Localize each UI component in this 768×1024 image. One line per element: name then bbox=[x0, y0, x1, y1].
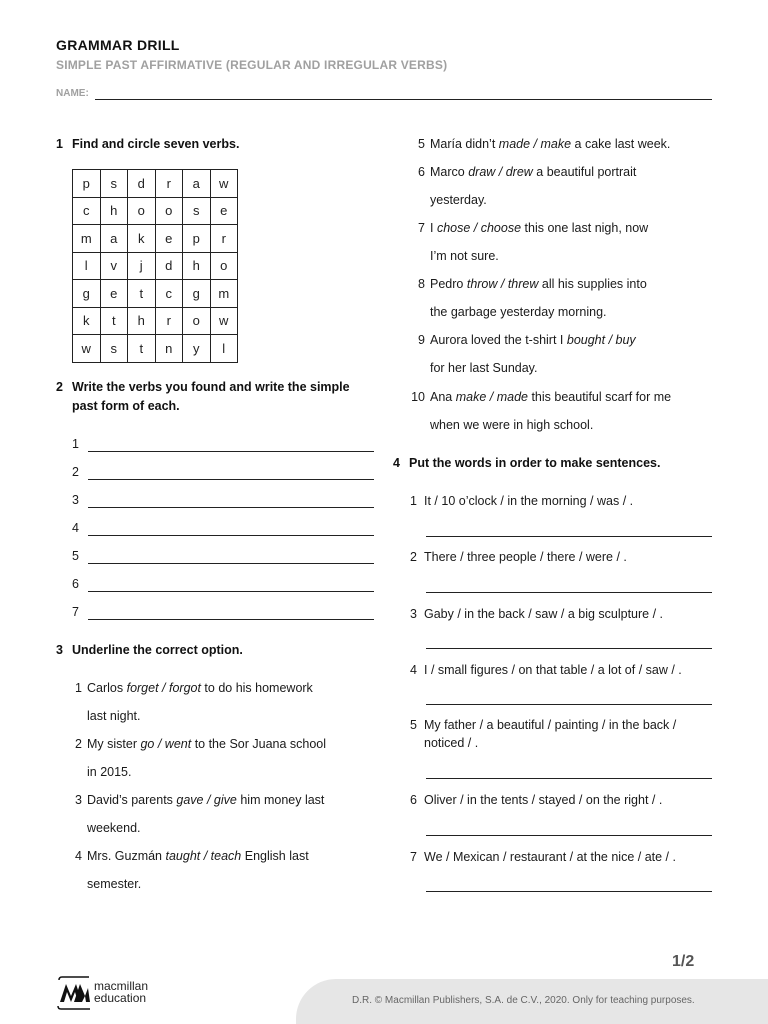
answer-line-number: 2 bbox=[72, 465, 79, 479]
grid-cell[interactable]: g bbox=[183, 280, 211, 308]
scrambled-words: Gaby / in the back / saw / a big sculpture / . bbox=[424, 607, 664, 621]
logo-text-line-2: education bbox=[94, 991, 147, 1005]
sentence-start: Carlos bbox=[87, 681, 127, 695]
grid-cell[interactable]: r bbox=[155, 307, 183, 335]
scrambled-words: There / three people / there / were / . bbox=[424, 550, 627, 564]
grid-cell[interactable]: t bbox=[128, 335, 156, 363]
sentence-end: English last bbox=[241, 849, 309, 863]
grid-cell[interactable]: l bbox=[210, 335, 238, 363]
item-continuation: for her last Sunday. bbox=[430, 361, 538, 375]
sentence-end: him money last bbox=[236, 793, 325, 807]
sentence-start: María didn’t bbox=[430, 137, 499, 151]
logo-text-line-1: macmillan bbox=[94, 979, 149, 993]
grid-cell[interactable]: h bbox=[100, 197, 128, 225]
answer-line[interactable] bbox=[88, 591, 374, 592]
answer-line[interactable] bbox=[88, 619, 374, 620]
option-choices[interactable]: made / make bbox=[498, 137, 572, 151]
item-number: 6 bbox=[418, 165, 425, 179]
answer-line[interactable] bbox=[88, 507, 374, 508]
grid-row bbox=[73, 170, 238, 198]
grid-cell[interactable]: k bbox=[73, 307, 101, 335]
item-number: 10 bbox=[411, 390, 425, 404]
sentence-start: Pedro bbox=[430, 277, 467, 291]
worksheet-subtitle: SIMPLE PAST AFFIRMATIVE (REGULAR AND IRREGULAR VERBS) bbox=[56, 58, 448, 72]
grid-cell[interactable]: l bbox=[73, 252, 101, 280]
option-choices[interactable]: go / went bbox=[140, 737, 192, 751]
grid-cell[interactable]: w bbox=[210, 170, 238, 198]
answer-line[interactable] bbox=[88, 451, 374, 452]
item-number: 4 bbox=[75, 849, 82, 863]
exercise-1-number: 1 bbox=[56, 137, 63, 151]
grid-cell[interactable]: e bbox=[210, 197, 238, 225]
item-continuation: weekend. bbox=[87, 821, 141, 835]
grid-cell[interactable]: y bbox=[183, 335, 211, 363]
scrambled-words: Oliver / in the tents / stayed / on the right / . bbox=[424, 793, 663, 807]
answer-line[interactable] bbox=[88, 535, 374, 536]
exercise-1-title bbox=[56, 135, 240, 154]
sentence-end: a beautiful portrait bbox=[532, 165, 637, 179]
item-continuation: semester. bbox=[87, 877, 142, 891]
sentence-start: David’s parents bbox=[87, 793, 177, 807]
answer-line[interactable] bbox=[426, 891, 712, 892]
grid-cell[interactable]: r bbox=[210, 225, 238, 253]
sentence-start: Mrs. Guzmán bbox=[87, 849, 166, 863]
option-choices[interactable]: draw / drew bbox=[468, 165, 533, 179]
grid-cell[interactable]: p bbox=[183, 225, 211, 253]
sentence-end: this beautiful scarf for me bbox=[527, 390, 672, 404]
item-sentence bbox=[430, 270, 647, 298]
sentence-end: this one last nigh, now bbox=[521, 221, 649, 235]
item-continuation: last night. bbox=[87, 709, 141, 723]
exercise-3-title bbox=[56, 641, 243, 660]
grid-cell[interactable]: d bbox=[128, 170, 156, 198]
word-search-grid[interactable] bbox=[72, 169, 238, 363]
grid-cell[interactable]: m bbox=[73, 225, 101, 253]
option-choices[interactable]: make / made bbox=[455, 390, 528, 404]
item-number: 7 bbox=[418, 221, 425, 235]
macmillan-logo-icon bbox=[56, 976, 92, 1010]
option-choices[interactable]: bought / buy bbox=[566, 333, 636, 347]
grid-cell[interactable]: o bbox=[128, 197, 156, 225]
item-number: 5 bbox=[418, 137, 425, 151]
grid-cell[interactable]: e bbox=[155, 225, 183, 253]
item-sentence bbox=[87, 786, 324, 814]
sentence-start: My sister bbox=[87, 737, 141, 751]
sentence-end: all his supplies into bbox=[538, 277, 647, 291]
grid-cell[interactable]: k bbox=[128, 225, 156, 253]
exercise-4-instruction: Put the words in order to make sentences. bbox=[409, 456, 661, 470]
copyright-text: D.R. © Macmillan Publishers, S.A. de C.V., 2020. Only for teaching purposes. bbox=[352, 995, 695, 1006]
page-number: 1/2 bbox=[672, 953, 695, 970]
answer-line-number: 6 bbox=[72, 577, 79, 591]
exercise-2-instruction-line-1: Write the verbs you found and write the simple bbox=[72, 380, 350, 394]
grid-cell[interactable]: e bbox=[100, 280, 128, 308]
sentence-end: to do his homework bbox=[200, 681, 313, 695]
grid-cell[interactable]: v bbox=[100, 252, 128, 280]
answer-line[interactable] bbox=[88, 563, 374, 564]
grid-row bbox=[73, 197, 238, 225]
option-choices[interactable]: forget / forgot bbox=[126, 681, 201, 695]
exercise-2-title bbox=[56, 378, 382, 416]
grid-cell[interactable]: s bbox=[100, 170, 128, 198]
grid-cell[interactable]: r bbox=[155, 170, 183, 198]
grid-cell[interactable]: o bbox=[155, 197, 183, 225]
item-number: 7 bbox=[410, 850, 417, 864]
item-number: 8 bbox=[418, 277, 425, 291]
grid-cell[interactable]: d bbox=[155, 252, 183, 280]
grid-cell[interactable]: m bbox=[210, 280, 238, 308]
grid-cell[interactable]: a bbox=[183, 170, 211, 198]
scrambled-words: My father / a beautiful / painting / in the back / noticed / . bbox=[424, 718, 677, 750]
exercise-3-number: 3 bbox=[56, 643, 63, 657]
grid-cell[interactable]: s bbox=[100, 335, 128, 363]
answer-line[interactable] bbox=[426, 704, 712, 705]
grid-cell[interactable]: c bbox=[73, 197, 101, 225]
name-label: NAME: bbox=[56, 88, 89, 99]
exercise-4-number: 4 bbox=[393, 456, 400, 470]
grid-row bbox=[73, 307, 238, 335]
answer-line[interactable] bbox=[426, 536, 712, 537]
answer-line[interactable] bbox=[426, 592, 712, 593]
scrambled-words: It / 10 o’clock / in the morning / was / . bbox=[424, 494, 634, 508]
item-continuation: I’m not sure. bbox=[430, 249, 499, 263]
option-choices[interactable]: taught / teach bbox=[165, 849, 242, 863]
exercise-2-instruction-line-2: past form of each. bbox=[72, 399, 180, 413]
sentence-start: Marco bbox=[430, 165, 469, 179]
item-number: 1 bbox=[410, 494, 417, 508]
grid-cell[interactable]: s bbox=[183, 197, 211, 225]
item-sentence bbox=[430, 214, 648, 242]
grid-cell[interactable]: w bbox=[73, 335, 101, 363]
sentence-start: Aurora loved the t-shirt I bbox=[430, 333, 567, 347]
answer-line[interactable] bbox=[426, 778, 712, 779]
grid-row bbox=[73, 252, 238, 280]
option-choices[interactable]: gave / give bbox=[176, 793, 237, 807]
grid-cell[interactable]: t bbox=[100, 307, 128, 335]
name-field-line[interactable] bbox=[95, 99, 712, 100]
item-number: 4 bbox=[410, 663, 417, 677]
sentence-end: to the Sor Juana school bbox=[191, 737, 327, 751]
item-continuation: in 2015. bbox=[87, 765, 132, 779]
option-choices[interactable]: chose / choose bbox=[436, 221, 522, 235]
item-number: 1 bbox=[75, 681, 82, 695]
item-sentence bbox=[430, 130, 670, 158]
item-sentence bbox=[430, 158, 636, 186]
macmillan-logo bbox=[56, 976, 166, 1012]
item-sentence bbox=[430, 326, 636, 354]
scrambled-words: I / small figures / on that table / a lot of / saw / . bbox=[424, 663, 682, 677]
grid-cell[interactable]: h bbox=[128, 307, 156, 335]
item-sentence bbox=[430, 383, 671, 411]
grid-cell[interactable]: a bbox=[100, 225, 128, 253]
answer-line-number: 4 bbox=[72, 521, 79, 535]
grid-row bbox=[73, 225, 238, 253]
grid-cell[interactable]: g bbox=[73, 280, 101, 308]
grid-cell[interactable]: c bbox=[155, 280, 183, 308]
item-number: 5 bbox=[410, 718, 417, 732]
exercise-1-instruction: Find and circle seven verbs. bbox=[72, 137, 240, 151]
option-choices[interactable]: throw / threw bbox=[466, 277, 539, 291]
item-number: 3 bbox=[75, 793, 82, 807]
grid-row bbox=[73, 280, 238, 308]
sentence-start: Ana bbox=[430, 390, 456, 404]
grid-cell[interactable]: o bbox=[210, 252, 238, 280]
answer-line-number: 3 bbox=[72, 493, 79, 507]
grid-cell[interactable]: h bbox=[183, 252, 211, 280]
sentence-start: I bbox=[430, 221, 437, 235]
sentence-end: a cake last week. bbox=[571, 137, 671, 151]
item-continuation: yesterday. bbox=[430, 193, 487, 207]
answer-line[interactable] bbox=[426, 648, 712, 649]
exercise-3-instruction: Underline the correct option. bbox=[72, 643, 243, 657]
scrambled-words: We / Mexican / restaurant / at the nice / ate / . bbox=[424, 850, 676, 864]
item-continuation: the garbage yesterday morning. bbox=[430, 305, 607, 319]
answer-line[interactable] bbox=[88, 479, 374, 480]
grid-cell[interactable]: o bbox=[183, 307, 211, 335]
item-number: 2 bbox=[75, 737, 82, 751]
exercise-4-title bbox=[393, 454, 661, 473]
item-number: 2 bbox=[410, 550, 417, 564]
grid-row bbox=[73, 335, 238, 363]
answer-line[interactable] bbox=[426, 835, 712, 836]
item-number: 3 bbox=[410, 607, 417, 621]
worksheet-title: GRAMMAR DRILL bbox=[56, 37, 180, 53]
grid-cell[interactable]: n bbox=[155, 335, 183, 363]
answer-line-number: 1 bbox=[72, 437, 79, 451]
item-continuation: when we were in high school. bbox=[430, 418, 594, 432]
item-number: 6 bbox=[410, 793, 417, 807]
exercise-2-number: 2 bbox=[56, 380, 63, 394]
grid-cell[interactable]: t bbox=[128, 280, 156, 308]
item-sentence bbox=[87, 842, 309, 870]
grid-cell[interactable]: j bbox=[128, 252, 156, 280]
grid-cell[interactable]: p bbox=[73, 170, 101, 198]
grid-cell[interactable]: w bbox=[210, 307, 238, 335]
item-number: 9 bbox=[418, 333, 425, 347]
answer-line-number: 7 bbox=[72, 605, 79, 619]
answer-line-number: 5 bbox=[72, 549, 79, 563]
item-sentence bbox=[87, 674, 313, 702]
item-sentence bbox=[87, 730, 326, 758]
